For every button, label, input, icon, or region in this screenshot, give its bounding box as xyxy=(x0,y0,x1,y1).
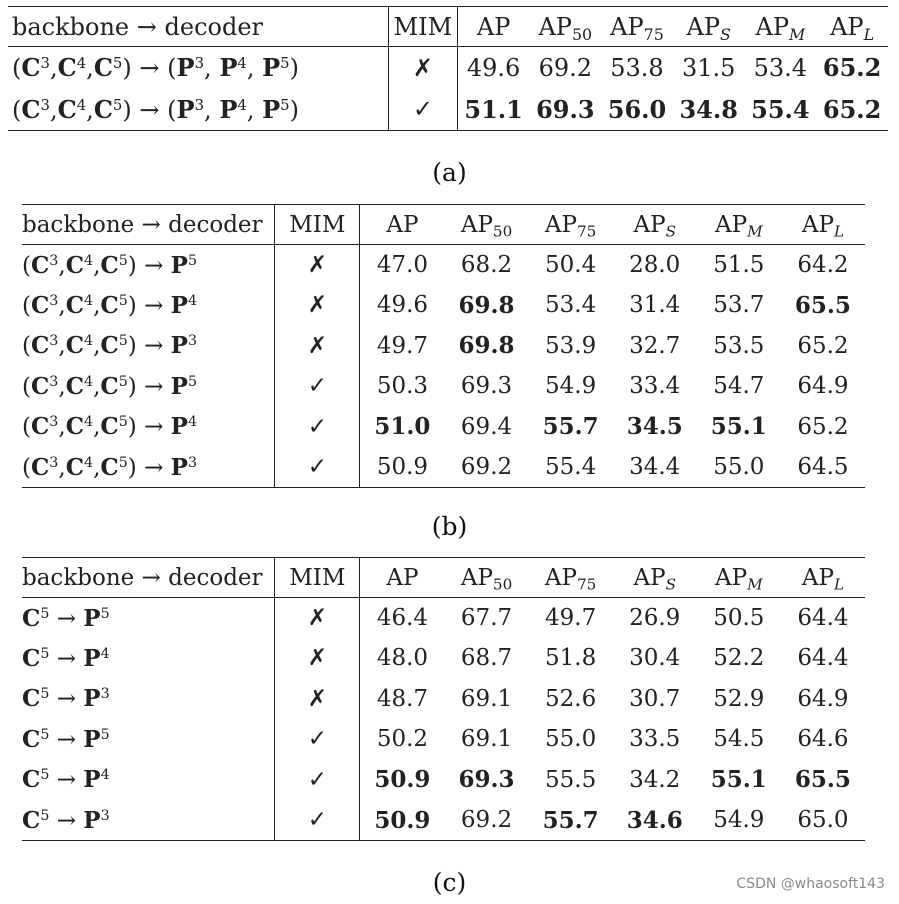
value-ap50: 69.3 xyxy=(460,373,513,400)
header-apl: $AP_L$ xyxy=(781,558,865,598)
value-ap75: 52.6 xyxy=(545,685,597,712)
value-apl: 64.9 xyxy=(797,685,849,712)
value-ap: 46.4 xyxy=(376,605,429,631)
header-apl: $AP_L$ xyxy=(781,205,865,245)
value-ap50: 69.8 xyxy=(458,291,515,319)
value-ap: 49.6 xyxy=(466,53,521,82)
value-apl: 64.4 xyxy=(797,605,849,631)
backbone-decoder-cell: $C^5 \to P^5$ xyxy=(22,598,275,639)
value-aps: 33.5 xyxy=(629,726,681,753)
table-row xyxy=(22,598,865,639)
value-apm: 52.2 xyxy=(713,645,765,672)
backbone-decoder-cell: $(C^3,C^4,C^5) \to P^3$ xyxy=(22,447,275,488)
value-ap: 50.2 xyxy=(376,726,429,753)
mim-cross-mark: ✗ xyxy=(275,285,360,326)
value-aps: 32.7 xyxy=(629,332,681,359)
backbone-decoder-cell: $(C^3,C^4,C^5) \to P^5$ xyxy=(22,366,275,407)
header-apm: $AP_M$ xyxy=(745,7,817,47)
value-apm: 55.0 xyxy=(697,447,781,488)
value-aps: 34.4 xyxy=(613,447,697,488)
value-ap50: 69.4 xyxy=(460,413,513,440)
caption-a: (a) xyxy=(432,158,467,187)
value-apm: 54.7 xyxy=(713,373,765,400)
backbone-decoder-cell: $(C^3,C^4,C^5) \to P^3$ xyxy=(22,326,275,367)
value-aps: 31.5 xyxy=(681,53,736,82)
mim-cross-mark: ✗ xyxy=(275,245,360,286)
value-ap75: 56.0 xyxy=(601,89,673,131)
value-ap: 49.7 xyxy=(376,332,429,359)
header-backbone-decoder: backbone → decoder xyxy=(22,205,275,245)
value-aps: 33.4 xyxy=(629,373,681,400)
value-aps: 34.6 xyxy=(613,800,697,841)
value-apm: 50.5 xyxy=(713,605,765,631)
value-aps: 34.5 xyxy=(626,413,683,441)
value-ap75: 53.8 xyxy=(610,53,664,82)
mim-check-mark: ✓ xyxy=(275,719,360,760)
watermark: CSDN @whaosoft143 xyxy=(736,876,885,892)
value-ap50: 69.2 xyxy=(444,447,528,488)
value-ap: 47.0 xyxy=(376,252,429,278)
caption-c: (c) xyxy=(432,868,467,897)
backbone-decoder-cell: $C^5 \to P^3$ xyxy=(22,679,275,720)
table-row xyxy=(22,800,865,841)
mim-cross-mark: ✗ xyxy=(388,47,457,89)
value-apm: 54.5 xyxy=(713,726,765,753)
header-ap75: $AP_{75}$ xyxy=(529,558,613,598)
header-mim: MIM xyxy=(275,558,360,598)
value-ap75: 55.0 xyxy=(545,726,597,753)
header-ap50: $AP_{50}$ xyxy=(529,7,601,47)
value-apl: 64.9 xyxy=(797,373,849,400)
table-row xyxy=(22,447,865,488)
value-apl: 65.0 xyxy=(781,800,865,841)
mim-check-mark: ✓ xyxy=(275,800,360,841)
mim-check-mark: ✓ xyxy=(275,447,360,488)
value-ap: 50.3 xyxy=(376,373,429,400)
caption-b: (b) xyxy=(431,512,468,541)
value-aps: 28.0 xyxy=(629,252,681,278)
header-apm: $AP_M$ xyxy=(697,205,781,245)
table-row xyxy=(22,285,865,326)
value-ap75: 54.9 xyxy=(545,373,597,400)
table-row xyxy=(22,326,865,367)
value-apm: 52.9 xyxy=(713,685,765,712)
value-ap: 48.0 xyxy=(376,645,429,672)
value-apl: 65.2 xyxy=(822,53,882,83)
backbone-decoder-cell: $(C^3,C^4,C^5) \to P^4$ xyxy=(22,407,275,448)
value-ap50: 69.1 xyxy=(460,726,513,753)
value-apm: 55.1 xyxy=(710,413,767,441)
header-ap: AP xyxy=(360,205,445,245)
value-ap50: 69.2 xyxy=(444,800,528,841)
value-apl: 65.2 xyxy=(797,413,849,440)
value-ap75: 55.7 xyxy=(542,413,599,441)
table-row xyxy=(8,89,888,131)
table-row xyxy=(22,638,865,679)
value-apm: 53.7 xyxy=(713,292,765,319)
table-b xyxy=(22,204,865,488)
table-a xyxy=(8,6,888,131)
value-apm: 54.9 xyxy=(697,800,781,841)
table-row xyxy=(22,679,865,720)
value-aps: 26.9 xyxy=(629,605,681,631)
mim-check-mark: ✓ xyxy=(275,366,360,407)
value-ap50: 69.1 xyxy=(460,685,513,712)
value-aps: 30.7 xyxy=(629,685,681,712)
backbone-decoder-cell: $C^5 \to P^4$ xyxy=(22,760,275,801)
table-row xyxy=(22,245,865,286)
value-ap: 51.1 xyxy=(457,89,529,131)
table-row xyxy=(8,47,888,89)
mim-cross-mark: ✗ xyxy=(275,326,360,367)
backbone-decoder-cell: $(C^3,C^4,C^5) \to (P^3$, $P^4$, $P^5$) xyxy=(8,89,388,131)
header-aps: $AP_S$ xyxy=(613,205,697,245)
header-ap50: $AP_{50}$ xyxy=(444,558,528,598)
header-apl: $AP_L$ xyxy=(816,7,888,47)
backbone-decoder-cell: $(C^3,C^4,C^5) \to P^4$ xyxy=(22,285,275,326)
value-ap50: 68.7 xyxy=(460,645,513,672)
header-mim: MIM xyxy=(388,7,457,47)
mim-check-mark: ✓ xyxy=(275,407,360,448)
table-c-body xyxy=(22,598,865,841)
value-ap: 51.0 xyxy=(374,413,431,441)
value-ap50: 69.3 xyxy=(529,89,601,131)
header-aps: $AP_S$ xyxy=(613,558,697,598)
header-aps: $AP_S$ xyxy=(673,7,745,47)
table-header-row xyxy=(22,558,865,598)
value-apl: 65.2 xyxy=(797,332,849,359)
value-aps: 34.2 xyxy=(629,766,681,793)
value-apm: 51.5 xyxy=(713,252,765,278)
value-apm: 55.4 xyxy=(745,89,817,131)
mim-cross-mark: ✗ xyxy=(275,679,360,720)
value-ap75: 55.5 xyxy=(545,766,597,793)
value-ap50: 69.8 xyxy=(458,332,515,360)
mim-check-mark: ✓ xyxy=(275,760,360,801)
value-ap50: 69.3 xyxy=(458,766,515,794)
table-row xyxy=(22,760,865,801)
value-apl: 65.2 xyxy=(816,89,888,131)
value-apl: 64.6 xyxy=(797,726,849,753)
header-ap50: $AP_{50}$ xyxy=(444,205,528,245)
value-ap: 49.6 xyxy=(376,292,429,319)
value-apl: 64.5 xyxy=(781,447,865,488)
table-row xyxy=(22,719,865,760)
value-ap: 50.9 xyxy=(360,800,445,841)
value-apl: 64.4 xyxy=(797,645,849,672)
header-apm: $AP_M$ xyxy=(697,558,781,598)
value-ap: 48.7 xyxy=(376,685,429,712)
value-apm: 55.1 xyxy=(710,766,767,794)
header-ap: AP xyxy=(457,7,529,47)
header-ap75: $AP_{75}$ xyxy=(601,7,673,47)
value-ap75: 55.4 xyxy=(529,447,613,488)
value-ap75: 55.7 xyxy=(529,800,613,841)
backbone-decoder-cell: $(C^3,C^4,C^5) \to (P^3$, $P^4$, $P^5$) xyxy=(8,47,388,89)
value-aps: 30.4 xyxy=(629,645,681,672)
backbone-decoder-cell: $C^5 \to P^4$ xyxy=(22,638,275,679)
mim-cross-mark: ✗ xyxy=(275,598,360,639)
value-apl: 64.2 xyxy=(797,252,849,278)
backbone-decoder-cell: $C^5 \to P^5$ xyxy=(22,719,275,760)
header-mim: MIM xyxy=(275,205,360,245)
value-apl: 65.5 xyxy=(794,766,851,794)
backbone-decoder-cell: $C^5 \to P^3$ xyxy=(22,800,275,841)
table-row xyxy=(22,407,865,448)
value-apl: 65.5 xyxy=(794,291,851,319)
value-ap75: 53.9 xyxy=(545,332,597,359)
mim-cross-mark: ✗ xyxy=(275,638,360,679)
value-ap: 50.9 xyxy=(360,447,445,488)
value-apm: 53.4 xyxy=(753,53,808,82)
mim-check-mark: ✓ xyxy=(388,89,457,131)
value-ap50: 69.2 xyxy=(538,53,593,82)
table-row xyxy=(22,366,865,407)
value-apm: 53.5 xyxy=(713,332,765,359)
header-backbone-decoder: backbone → decoder xyxy=(22,558,275,598)
value-ap50: 68.2 xyxy=(460,252,513,278)
table-header-row xyxy=(22,205,865,245)
backbone-decoder-cell: $(C^3,C^4,C^5) \to P^5$ xyxy=(22,245,275,286)
value-ap50: 67.7 xyxy=(460,605,513,631)
value-ap75: 51.8 xyxy=(545,645,597,672)
value-ap75: 50.4 xyxy=(545,252,597,278)
table-c xyxy=(22,557,865,841)
value-ap75: 53.4 xyxy=(545,292,597,319)
value-ap75: 49.7 xyxy=(545,605,597,631)
table-b-body xyxy=(22,245,865,488)
value-aps: 31.4 xyxy=(629,292,681,319)
header-ap75: $AP_{75}$ xyxy=(529,205,613,245)
value-aps: 34.8 xyxy=(673,89,745,131)
header-ap: AP xyxy=(360,558,445,598)
table-header-row xyxy=(8,7,888,47)
value-ap: 50.9 xyxy=(374,766,431,794)
header-backbone-decoder: backbone → decoder xyxy=(8,7,388,47)
